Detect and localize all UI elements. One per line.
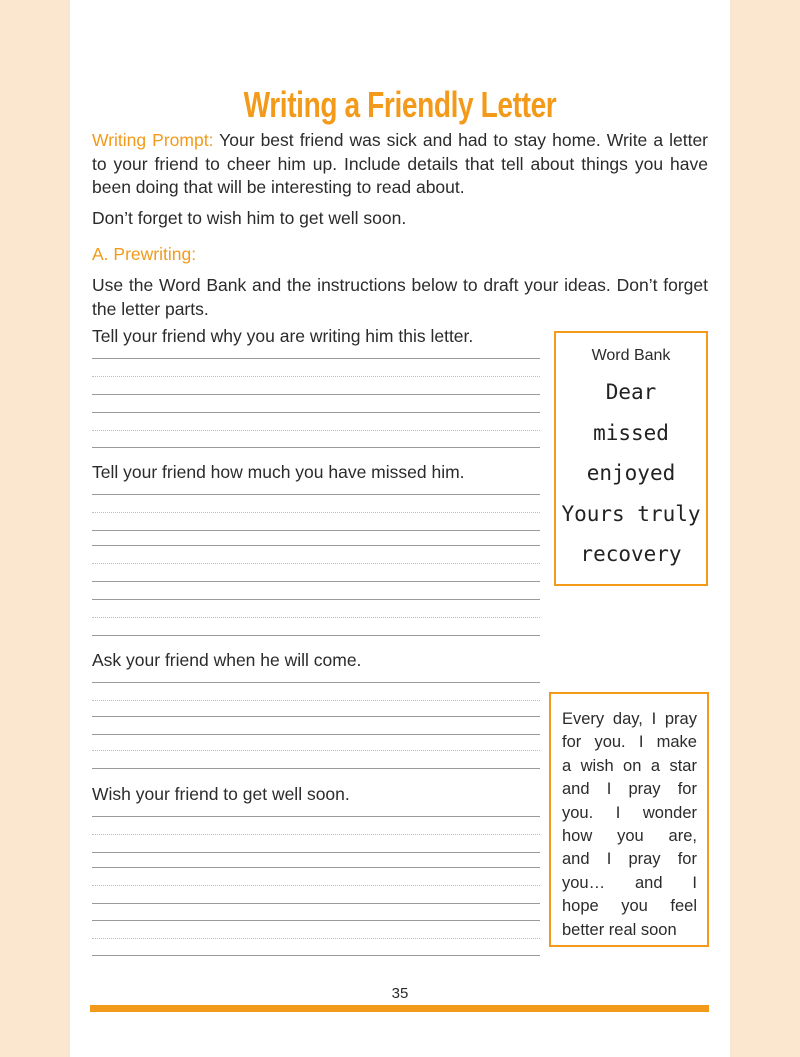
section-heading: A. Prewriting: — [92, 244, 197, 264]
poem-line: better real soon — [562, 920, 677, 939]
question-3: Ask your friend when he will come. — [92, 650, 362, 670]
prompt-label: Writing Prompt: — [92, 130, 214, 150]
word-bank-word: Dear — [605, 380, 657, 404]
poem-line: a wish on a star — [562, 756, 697, 775]
question-1: Tell your friend why you are writing him this letter. — [92, 326, 474, 346]
word-bank-word: Yours truly — [561, 501, 701, 526]
writing-prompt — [92, 129, 708, 200]
word-bank-word: missed — [593, 420, 669, 445]
word-bank-title: Word Bank — [591, 347, 671, 364]
footer-bar — [90, 1005, 709, 1012]
word-bank-word: recovery — [580, 542, 682, 566]
page-number: 35 — [391, 985, 409, 1002]
prompt-text: Your best friend was sick and had to stay home. Write a letter to your friend to cheer him up. Include details that tell about things you have been doing that will be interesting to read about. — [92, 130, 709, 197]
poem-line: for you. I make — [562, 733, 697, 752]
poem-line: Every day, I pray — [562, 710, 697, 728]
question-4: Wish your friend to get well soon. — [92, 784, 350, 804]
word-bank-word: enjoyed — [586, 461, 676, 485]
question-2: Tell your friend how much you have missed him. — [92, 462, 465, 482]
poem-box — [549, 692, 709, 947]
poem-line: and I pray for — [562, 850, 697, 869]
poem-line: how you are, — [562, 827, 697, 846]
instructions-text: Use the Word Bank and the instructions below to draft your ideas. Don’t forget the letter parts. — [92, 275, 708, 319]
poem-line: you… and I — [562, 873, 697, 892]
poem-line: hope you feel — [562, 897, 697, 916]
word-bank-box — [554, 331, 708, 586]
reminder-text: Don’t forget to wish him to get well soon. — [92, 208, 407, 228]
poem-line: you. I wonder — [562, 803, 697, 822]
page-title: Writing a Friendly Letter — [243, 84, 557, 125]
poem-line: and I pray for — [562, 780, 697, 799]
